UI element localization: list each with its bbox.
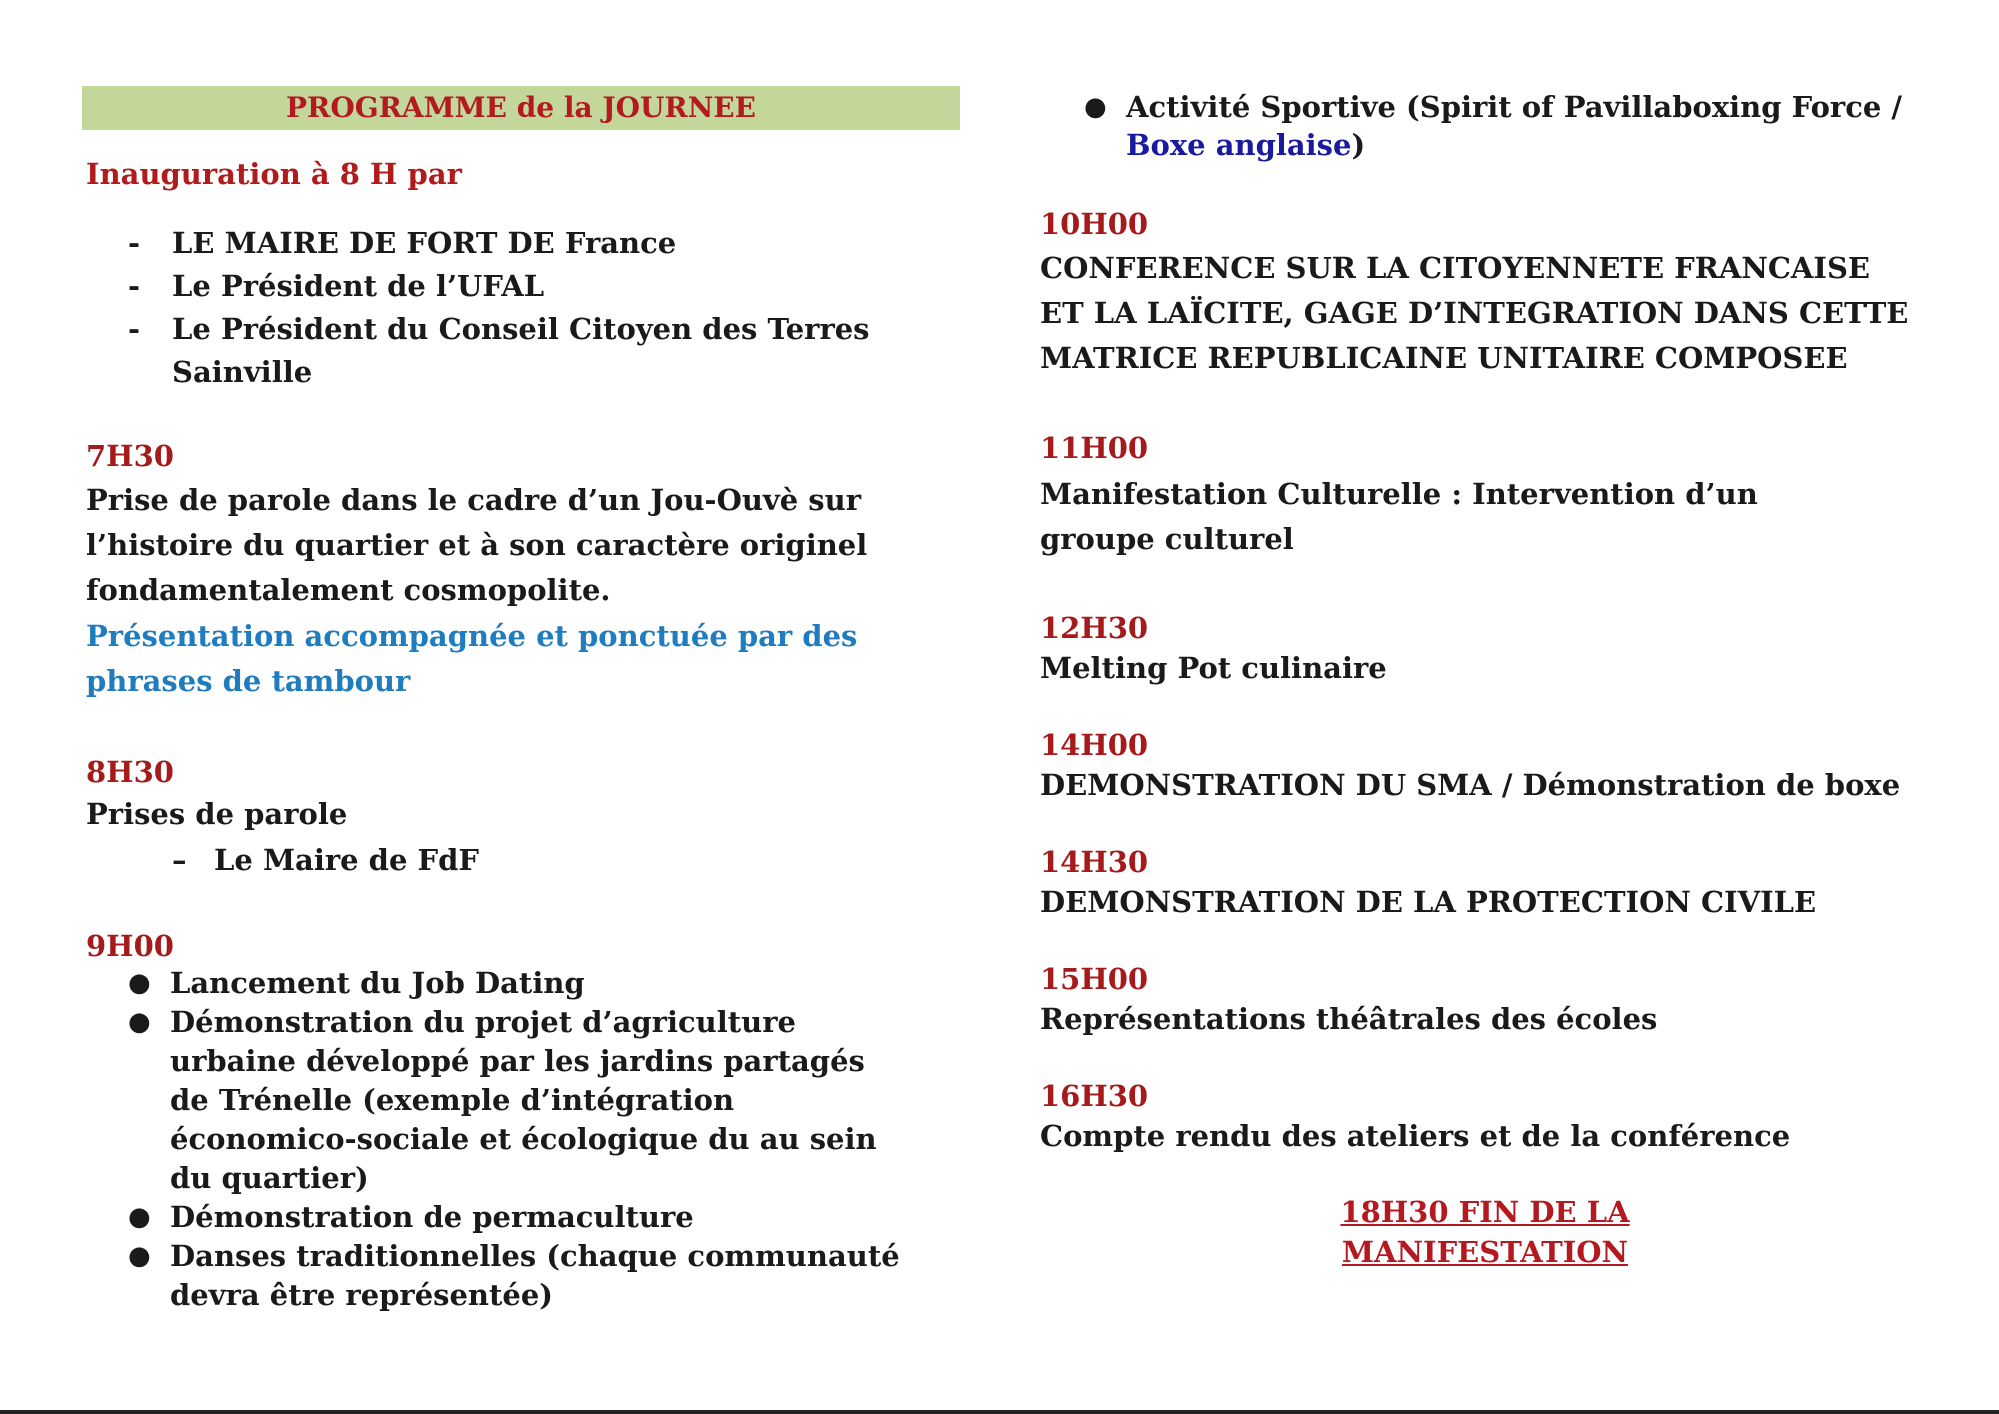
time-label-14h30: 14H30 [1040, 845, 1149, 879]
time-label-14h00: 14H00 [1040, 728, 1149, 762]
list-item: ● Démonstration de permaculture [170, 1198, 960, 1237]
time-label-8h30: 8H30 [86, 755, 174, 789]
section-text-14h30: DEMONSTRATION DE LA PROTECTION CIVILE [1040, 885, 1817, 919]
section-text-8h30: Prises de parole [86, 797, 348, 831]
time-label-15h00: 15H00 [1040, 962, 1149, 996]
list-item: ● Démonstration du projet d’agriculture urbaine développé par les jardins partagés de Trénelle (exemple d’intégration économico-sociale et écologique du au sein du quartier) [128, 1005, 877, 1195]
closing-line: 18H30 FIN DE LA MANIFESTATION [1340, 1195, 1630, 1269]
bullet-icon: ● [128, 968, 151, 998]
time-label-12h30: 12H30 [1040, 611, 1149, 645]
list-item: ● Lancement du Job Dating [170, 964, 960, 1003]
programme-banner: PROGRAMME de la JOURNEE [82, 86, 960, 130]
time-label-7h30: 7H30 [86, 439, 174, 473]
section-text-10h00: CONFERENCE SUR LA CITOYENNETE FRANCAISE ET LA LAÏCITE, GAGE D’INTEGRATION DANS CETTE MATRICE REPUBLICAINE UNITAIRE COMPOSEE [1040, 251, 1909, 375]
bullet-icon: ● [1084, 92, 1107, 122]
section-text-14h00: DEMONSTRATION DU SMA / Démonstration de boxe [1040, 768, 1901, 802]
section-text-12h30: Melting Pot culinaire [1040, 651, 1387, 685]
bullet-icon: ● [128, 1241, 151, 1271]
inauguration-title: Inauguration à 8 H par [86, 157, 462, 191]
bullet-icon: ● [128, 1202, 151, 1232]
dash-icon: - [128, 312, 141, 346]
section-text-15h00: Représentations théâtrales des écoles [1040, 1002, 1658, 1036]
bottom-border [0, 1410, 1999, 1414]
dash-icon: - [128, 226, 141, 260]
time-label-16h30: 16H30 [1040, 1079, 1149, 1113]
list-item: ● Activité Sportive (Spirit of Pavillaboxing Force / Boxe anglaise) [1084, 90, 1903, 162]
section-text-7h30: Prise de parole dans le cadre d’un Jou-Ouvè sur l’histoire du quartier et à son caractère originel fondamentalement cosmopolite. [86, 483, 868, 607]
dash-icon: – [172, 843, 187, 877]
list-9h00 [128, 964, 960, 1315]
time-label-10h00: 10H00 [1040, 207, 1149, 241]
section-text-16h30: Compte rendu des ateliers et de la conférence [1040, 1119, 1791, 1153]
section-text-11h00: Manifestation Culturelle : Intervention d’un groupe culturel [1040, 477, 1758, 556]
list-item: - LE MAIRE DE FORT DE France [172, 222, 952, 265]
list-item: - Le Président de l’UFAL [172, 265, 952, 308]
list-item: - Le Président du Conseil Citoyen des Terres Sainville [172, 308, 872, 394]
section-note-7h30: Présentation accompagnée et ponctuée par des phrases de tambour [86, 619, 858, 698]
time-label-11h00: 11H00 [1040, 431, 1149, 465]
list-9h00-continued [1084, 88, 1906, 164]
list-item: – Le Maire de FdF [214, 838, 479, 882]
time-label-9h00: 9H00 [86, 929, 174, 963]
sub-list-8h30 [172, 838, 479, 882]
dash-icon: - [128, 269, 141, 303]
bullet-icon: ● [128, 1007, 151, 1037]
list-item: ● Danses traditionnelles (chaque communauté devra être représentée) [128, 1239, 900, 1312]
inauguration-list [128, 222, 952, 394]
